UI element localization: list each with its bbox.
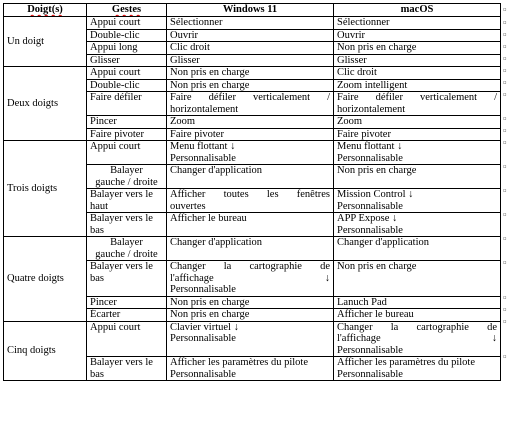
header-gestes: Gestes [87, 4, 167, 17]
cell-line: gauche / droite [95, 176, 158, 188]
macos-cell [334, 165, 501, 189]
gesture-cell [87, 165, 167, 189]
gesture-cell [87, 17, 167, 30]
cell-line: Changer la cartographie de [170, 261, 330, 272]
cell-line: Double-clic [90, 29, 140, 41]
cell-line: Appui court [90, 141, 141, 152]
cell-line: Sélectionner [170, 17, 223, 28]
end-of-row-mark: ¤ [503, 42, 507, 51]
cell-line: Ouvrir [170, 29, 198, 41]
gesture-cell [87, 237, 167, 261]
gesture-cell [87, 92, 167, 116]
macos-cell [334, 141, 501, 165]
cell-line: Personnalisable [170, 284, 236, 295]
gesture-cell [87, 141, 167, 165]
end-of-row-mark: ¤ [503, 234, 507, 243]
gesture-cell [87, 128, 167, 141]
macos-cell [334, 54, 501, 67]
windows-cell [167, 42, 334, 55]
cell-line: Balayer vers le [90, 357, 153, 368]
cell-line: Appui long [90, 42, 138, 53]
cell-line: Personnalisable [337, 224, 403, 236]
cell-line: Afficher le bureau [170, 213, 247, 224]
end-of-row-mark: ¤ [503, 305, 507, 314]
cell-line: Glisser [337, 54, 367, 66]
end-of-row-mark: ¤ [503, 126, 507, 135]
end-of-row-mark: ¤ [503, 352, 507, 361]
macos-cell [334, 17, 501, 30]
windows-cell [167, 321, 334, 357]
gestures-table [3, 3, 501, 381]
cell-line: Clavier virtuel ↓ [170, 321, 239, 333]
windows-cell [167, 116, 334, 129]
end-of-row-mark: ¤ [503, 5, 507, 14]
windows-cell [167, 92, 334, 116]
macos-cell [334, 213, 501, 237]
windows-cell [167, 141, 334, 165]
end-of-row-mark: ¤ [503, 317, 507, 326]
cell-line: Balayer vers le [90, 189, 153, 200]
cell-line: Appui court [90, 17, 141, 28]
windows-cell [167, 165, 334, 189]
header-doigts: Doigt(s) [4, 4, 87, 17]
gesture-cell [87, 42, 167, 55]
cell-line: Afficher toutes les fenêtres [170, 189, 330, 200]
cell-line: Ouvrir [337, 29, 365, 41]
cell-line: Non pris en charge [170, 79, 250, 91]
cell-line: haut [90, 200, 109, 212]
header-macos: macOS [334, 4, 501, 17]
end-of-row-mark: ¤ [503, 18, 507, 27]
gesture-cell [87, 54, 167, 67]
gesture-cell [87, 261, 167, 297]
cell-line: Double-clic [90, 79, 140, 91]
macos-cell [334, 237, 501, 261]
cell-line: Balayer vers le [90, 261, 153, 272]
end-of-row-mark: ¤ [503, 138, 507, 147]
finger-count-cell: Quatre doigts [4, 237, 87, 322]
gesture-cell [87, 321, 167, 357]
cell-line: APP Expose ↓ [337, 213, 398, 224]
cell-line: Balayer [110, 237, 143, 248]
cell-line: Personnalisable [170, 333, 236, 344]
cell-line: Faire défiler verticalement / [170, 92, 330, 103]
windows-cell [167, 296, 334, 309]
windows-cell [167, 213, 334, 237]
cell-line: Faire défiler [90, 92, 142, 103]
finger-count-cell: Deux doigts [4, 67, 87, 141]
cell-line: Appui court [90, 67, 141, 78]
macos-cell [334, 79, 501, 92]
end-of-row-mark: ¤ [503, 30, 507, 39]
end-of-row-mark: ¤ [503, 162, 507, 171]
end-of-row-mark: ¤ [503, 90, 507, 99]
cell-line: Pincer [90, 116, 117, 127]
macos-cell [334, 29, 501, 42]
cell-line: Pincer [90, 296, 117, 308]
cell-line: Changer la cartographie de [337, 321, 497, 333]
cell-line: Non pris en charge [170, 67, 250, 78]
cell-line: Sélectionner [337, 17, 390, 28]
end-of-row-mark: ¤ [503, 210, 507, 219]
macos-cell [334, 309, 501, 322]
cell-line: Non pris en charge [337, 42, 417, 53]
gesture-cell [87, 29, 167, 42]
windows-cell [167, 189, 334, 213]
cell-line: Personnalisable [170, 368, 236, 380]
macos-cell [334, 128, 501, 141]
gesture-cell [87, 116, 167, 129]
macos-cell [334, 261, 501, 297]
table-row [4, 141, 501, 165]
cell-line: Faire pivoter [337, 128, 391, 140]
cell-line: l'affichage ↓ [170, 272, 330, 284]
windows-cell [167, 54, 334, 67]
table-row [4, 67, 501, 80]
cell-line: Lanuch Pad [337, 296, 387, 308]
cell-line: Appui court [90, 321, 141, 333]
windows-cell [167, 309, 334, 322]
windows-cell [167, 79, 334, 92]
cell-line: Glisser [90, 54, 120, 66]
finger-count-cell: Un doigt [4, 17, 87, 67]
macos-cell [334, 321, 501, 357]
windows-cell [167, 237, 334, 261]
end-of-row-mark: ¤ [503, 54, 507, 63]
cell-line: Personnalisable [337, 200, 403, 212]
header-windows: Windows 11 [167, 4, 334, 17]
cell-line: horizontalement [337, 103, 406, 115]
gesture-cell [87, 79, 167, 92]
finger-count-cell: Cinq doigts [4, 321, 87, 381]
macos-cell [334, 42, 501, 55]
cell-line: Non pris en charge [337, 165, 417, 176]
table-row [4, 17, 501, 30]
cell-line: Menu flottant ↓ [337, 141, 403, 152]
cell-line: Zoom [170, 116, 196, 127]
cell-line: Faire pivoter [170, 128, 224, 140]
cell-line: Balayer [110, 165, 143, 176]
cell-line: Changer d'application [337, 237, 429, 248]
table-row [4, 321, 501, 357]
cell-line: Zoom [337, 116, 363, 127]
end-of-row-mark: ¤ [503, 186, 507, 195]
windows-cell [167, 17, 334, 30]
windows-cell [167, 67, 334, 80]
macos-cell [334, 357, 501, 381]
end-of-row-mark: ¤ [503, 66, 507, 75]
cell-line: Afficher le bureau [337, 309, 414, 320]
cell-line: bas [90, 272, 104, 284]
cell-line: Glisser [170, 54, 200, 66]
cell-line: Clic droit [337, 67, 377, 78]
cell-line: Écarter [90, 309, 121, 320]
cell-line: Non pris en charge [170, 309, 250, 320]
cell-line: Non pris en charge [170, 296, 250, 308]
end-of-row-mark: ¤ [503, 293, 507, 302]
windows-cell [167, 29, 334, 42]
cell-line: Balayer vers le [90, 213, 153, 224]
cell-line: Changer d'application [170, 165, 262, 176]
cell-line: Clic droit [170, 42, 210, 53]
table-row [4, 237, 501, 261]
cell-line: Changer d'application [170, 237, 262, 248]
cell-line: Zoom intelligent [337, 79, 408, 91]
header-row [4, 4, 501, 17]
cell-line: Personnalisable [337, 368, 403, 380]
gesture-cell [87, 296, 167, 309]
paragraph-marks [503, 0, 507, 432]
cell-line: bas [90, 224, 104, 236]
cell-line: Faire défiler verticalement / [337, 92, 497, 103]
macos-cell [334, 67, 501, 80]
macos-cell [334, 116, 501, 129]
macos-cell [334, 296, 501, 309]
cell-line: Afficher les paramètres du pilote [170, 357, 309, 368]
macos-cell [334, 92, 501, 116]
end-of-row-mark: ¤ [503, 78, 507, 87]
gesture-cell [87, 309, 167, 322]
end-of-row-mark: ¤ [503, 258, 507, 267]
end-of-row-mark: ¤ [503, 114, 507, 123]
cell-line: gauche / droite [95, 248, 158, 260]
cell-line: Personnalisable [337, 152, 403, 164]
cell-line: bas [90, 368, 104, 380]
windows-cell [167, 128, 334, 141]
windows-cell [167, 357, 334, 381]
cell-line: Personnalisable [170, 152, 236, 164]
gesture-cell [87, 213, 167, 237]
cell-line: Faire pivoter [90, 128, 144, 140]
cell-line: ouvertes [170, 200, 206, 212]
cell-line: Non pris en charge [337, 261, 417, 272]
cell-line: Mission Control ↓ [337, 189, 414, 200]
gesture-cell [87, 189, 167, 213]
cell-line: Personnalisable [337, 344, 403, 356]
cell-line: Menu flottant ↓ [170, 141, 236, 152]
cell-line: horizontalement [170, 103, 239, 115]
cell-line: Afficher les paramètres du pilote [337, 357, 476, 368]
cell-line: l'affichage ↓ [337, 333, 497, 344]
macos-cell [334, 189, 501, 213]
finger-count-cell: Trois doigts [4, 141, 87, 237]
gesture-cell [87, 67, 167, 80]
gesture-cell [87, 357, 167, 381]
windows-cell [167, 261, 334, 297]
